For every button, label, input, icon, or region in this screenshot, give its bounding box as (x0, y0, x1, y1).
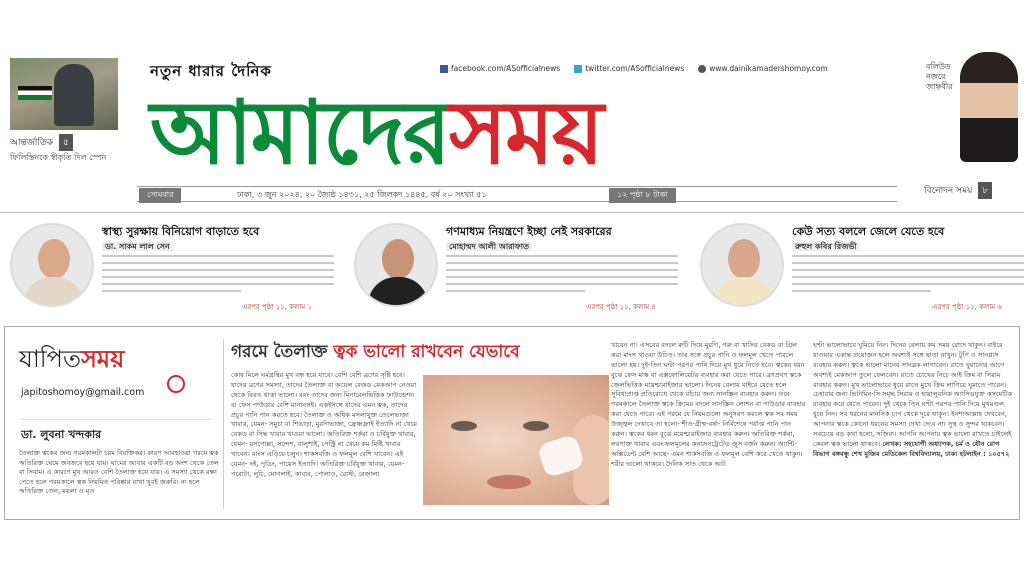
article-photo (423, 375, 609, 505)
promo-photo (10, 58, 118, 130)
column-author: রুহুল কবির রিজভী (792, 242, 860, 251)
column-author: ডা. সাকম লাল সেন (102, 242, 173, 251)
article-body-right: ঘণ্টা ভালোভাবে ঘুমিয়ে নিন। দিনের বেলায় কম সময় রোদে থাকুন। বাইরে যাওয়ার একান্ত প্রয়োজন হলে অবশ্যই সঙ্গে ছাতা রাখুন। টুপি ও সানগ্লাস ব্যবহার করুন। ত্বকে ভালো মানের সানব্লক লাগাবেন। রাতে ঘুমানোর আগে অবশ্যই মেকআপ তুলে ফেলবেন। রাতে চোখের নিচে আই ক্রিম বা সিরাম ব্যবহার করুন। মুখ ভালোভাবে ধুয়ে রাতে মুখে ক্রিম লাগিয়ে ঘুমাতে পারেন। চেহারার জন্য ভিটামিন-সি সমৃদ্ধ সিরাম ও হায়ালুরনিক অ্যাসিডযুক্ত কসমেটিক ব্যবহার করে যেতে পারেন। দুই থেকে তিন ঘণ্টা পরপর পানি দিয়ে মুখমণ্ডল ধুয়ে নিন। সব ধরনের মানসিক চাপ থেকে দূরে থাকুন। ইনশাআল্লাহ দেখবেন, আপনার ত্বকে কোনো ধরনের সমস্যা দেখা দেবে না। সুস্থ ও সুন্দর থাকবেন। সবচেয়ে বড় কথা হলো, সজিব্য। আপনি আপনার ত্বক ভালো রাখতে চাইলেই কেবল ত্বক ভালো থাকবে। লেখক: সহযোগী অধ্যাপক, চর্ম ও যৌন রোগ বিভাগ বঙ্গবন্ধু শেখ মুজিব মেডিকেল বিশ্ববিদ্যালয়, ঢাকা হটলাইন : ১০৫৭২ (813, 341, 1013, 458)
column-headline: গণমাধ্যম নিয়ন্ত্রণে ইচ্ছা নেই সরকারের (446, 225, 612, 238)
promo-section: বিনোদন সময় (924, 186, 973, 196)
column-text (792, 255, 1024, 297)
tagline: নতুন ধারার দৈনিক (150, 62, 272, 80)
column-strip (0, 212, 1024, 316)
day-badge: সোমবার (139, 188, 181, 203)
palestine-flag-icon (18, 86, 52, 100)
author-photo (10, 223, 94, 307)
section-brand: যাপিতসময় (19, 345, 125, 373)
continued-link[interactable]: এরপর পৃষ্ঠা ১১, কলাম ১ (242, 303, 312, 311)
promo-page-badge: ৫ (59, 134, 73, 151)
pages-price-badge: ১২ পৃষ্ঠা ৮ টাকা (609, 188, 676, 203)
article-intro: তৈলাক্ত ত্বকের জন্য গরমকালটা চরম বিরক্তিকর। কারণ আবহাওয়া গরমে ত্বক অতিরিক্ত ঘেমে জবজবে হয়ে যায়। ঘামের আবার একটি বড় অংশ থেকে তেল বা সিবাম। এ কারণে মুখ আরও বেশি তৈলাক্ত হয়ে যায়। এ সমস্যা থেকে রক্ষা পেতে হলে গরমকালে ত্বক নিয়মিত পরিষ্কার রাখা খুবই জরুরি। না হলে অতিরিক্ত তেল, ময়লা ও মৃত (19, 449, 219, 496)
website-link[interactable]: www.dainikamadershomoy.com (698, 64, 827, 73)
left-promo[interactable] (10, 58, 128, 162)
person-silhouette-icon (54, 64, 94, 126)
right-promo[interactable] (920, 52, 1020, 204)
facebook-link[interactable]: facebook.com/ASofficialnews (440, 64, 560, 73)
column-headline: কেউ সত্য বললে জেলে যেতে হবে (792, 225, 945, 238)
article-body-left: কোষ মিলে ঘর্মগ্রন্থির মুখ বন্ধ হয়ে যাবে। বেশি বেশি ব্রণের সৃষ্টি হবে। যাদের ব্রণের সমস্যা, তাদের তৈলাক্ত বা অয়েল বেজড মেকআপ নেওয়া থেকে বিরত থাকা ভালো। বরং তাদের জন্য মিনারেলভিত্তিক ফাউন্ডেশন বা ফেস পাউডার বেশি মানানসই। একইসঙ্গে যাদের এমন ত্বক, তাদের প্রচুর পানি পান করতে হবে। তৈলাক্ত ও অধিক মসলাযুক্ত তেলেভাজা খাবার, যেমন- সমুচা বা শিঙাড়া, মুরগিভাজা, ফ্রেঞ্চফ্রাই ইত্যাদি না খেয়ে বেকড বা সিদ্ধ খাবার খাওয়া ভালো। অতিরিক্ত শর্করা ও চর্বিযুক্ত খাবার, যেমন- রসগোল্লা, সন্দেশ, বালুশাই, পেস্ট্রি না খেয়ে কম মিষ্টি খাবার খাবেন। মাংস এড়িয়ে চলুন। শাকসবজি ও ফলমূল বেশি খাবেন। এই যেমন- দই, পুডিং, পায়েস ইত্যাদি। অতিরিক্ত চর্বিযুক্ত খাবার, যেমন- পরোটা, লুচি, মোগলাই, কাবাব, পোলাও, রোস্ট, রেজালা (231, 371, 418, 478)
article-writer: ডা. লুবনা খন্দকার (21, 419, 211, 445)
promo-section: আন্তর্জাতিক (10, 138, 53, 148)
facebook-icon (440, 65, 448, 73)
article-body-middle: খাবেন না। এসবের বদলে রুটি দিয়ে মুরগি, গরু বা খাসির বেকড বা গ্রিল করা মাংস খাওয়া উচিত। তার সঙ্গে প্রচুর পানি ও ফলমূল খেতে পারলে ভালো হয়। দুই-তিন ঘণ্টা পরপর পানি দিয়ে মুখ ধুয়ে নিতে হবে। ত্বকের ধরন বুঝে ফেস মাস্ক বা এক্সফোলিয়েটর ব্যবহার করা যেতে পারে। ব্রণপ্রবণ ত্বকে জেলভিত্তিক ময়েশ্চারাইজার ভালো। দিনের বেলায় বাইরে যেতে হলে সুবিধাপ্রাপ্ত প্রতিরোধে থেকে বাঁচার জন্য সানস্ক্রিন ব্যবহার করুন। তবে গরমকালে তৈলাক্ত ত্বকে ক্রিমের বদলে সানস্ক্রিন লোশন বা পাউডার ব্যবহার করা যেতে পারে। এই গরমে যে নিয়মগুলো অনুসরণ করলে ত্বক সব সময় উজ্জ্বল দেখাবে তা হলো- শীত-গ্রীষ্ম-বর্ষা- নির্বিশেষে পর্যাপ্ত পানি পান করুন। ত্বকের ধরন বুঝে ময়েশ্চারাইজার ব্যবহার করুন। অতিরিক্ত শর্করা, লবণাক্ত খাবার এবং ফলমূলের কনসেনট্রেটেড জুস বর্জন করুন। অ্যান্টি-অক্সিডেন্ট বেশি আছে- এমন শাকসবজি ও ফলমূল বেশি করে খেতে থাকুন। শরীর ভালো থাকবে। দৈনিক সাত থেকে আট (611, 341, 806, 468)
title-red: সময় (449, 81, 602, 184)
social-links (440, 64, 828, 73)
column-item[interactable] (354, 219, 684, 315)
newspaper-title (150, 78, 880, 188)
column-headline: স্বাস্থ্য সুরক্ষায় বিনিয়োগ বাড়াতে হবে (102, 225, 260, 238)
continued-link[interactable]: এরপর পৃষ্ঠা ১১, কলাম ৬ (932, 303, 1002, 311)
promo-page-badge: ৮ (978, 182, 992, 199)
title-green: আমাদের (150, 81, 450, 184)
twitter-link[interactable]: twitter.com/ASofficialnews (574, 64, 684, 73)
author-photo (700, 223, 784, 307)
column-item[interactable] (700, 219, 1024, 315)
promo-text: বলিউড নজরে জাহ্নবীর (926, 62, 953, 91)
divider (223, 339, 224, 509)
section-email[interactable]: japitoshomoy@gmail.com (21, 387, 145, 398)
promo-portrait (960, 52, 1018, 162)
date-line: ঢাকা, ৩ জুন ২০২৪, ২০ জ্যৈষ্ঠ ১৪৩১, ২৫ জিলকদ ১৪৪৫, বর্ষ ২০ সংখ্যা ৫১ (237, 190, 487, 199)
globe-icon (698, 65, 706, 73)
continued-link[interactable]: এরপর পৃষ্ঠা ১১, কলাম ৪ (586, 303, 656, 311)
author-credit: লেখক: সহযোগী অধ্যাপক, চর্ম ও যৌন রোগ বিভাগ বঙ্গবন্ধু শেখ মুজিব মেডিকেল বিশ্ববিদ্যালয়, ঢাকা হটলাইন : ১০৫৭২ (813, 439, 1010, 458)
twitter-icon (574, 65, 582, 73)
column-text (102, 255, 334, 297)
author-photo (354, 223, 438, 307)
feature-article (4, 326, 1020, 520)
article-headline: গরমে তৈলাক্ত ত্বক ভালো রাখবেন যেভাবে (231, 342, 520, 362)
masthead (0, 52, 1024, 212)
clock-icon (167, 375, 185, 393)
column-author: মোহাম্মদ আলী আরাফাত (446, 242, 532, 251)
date-bar (137, 186, 897, 202)
column-text (446, 255, 678, 297)
promo-caption: ফিলিস্তিনকে স্বীকৃতি দিল স্পেন (10, 153, 107, 162)
column-item[interactable] (10, 219, 340, 315)
